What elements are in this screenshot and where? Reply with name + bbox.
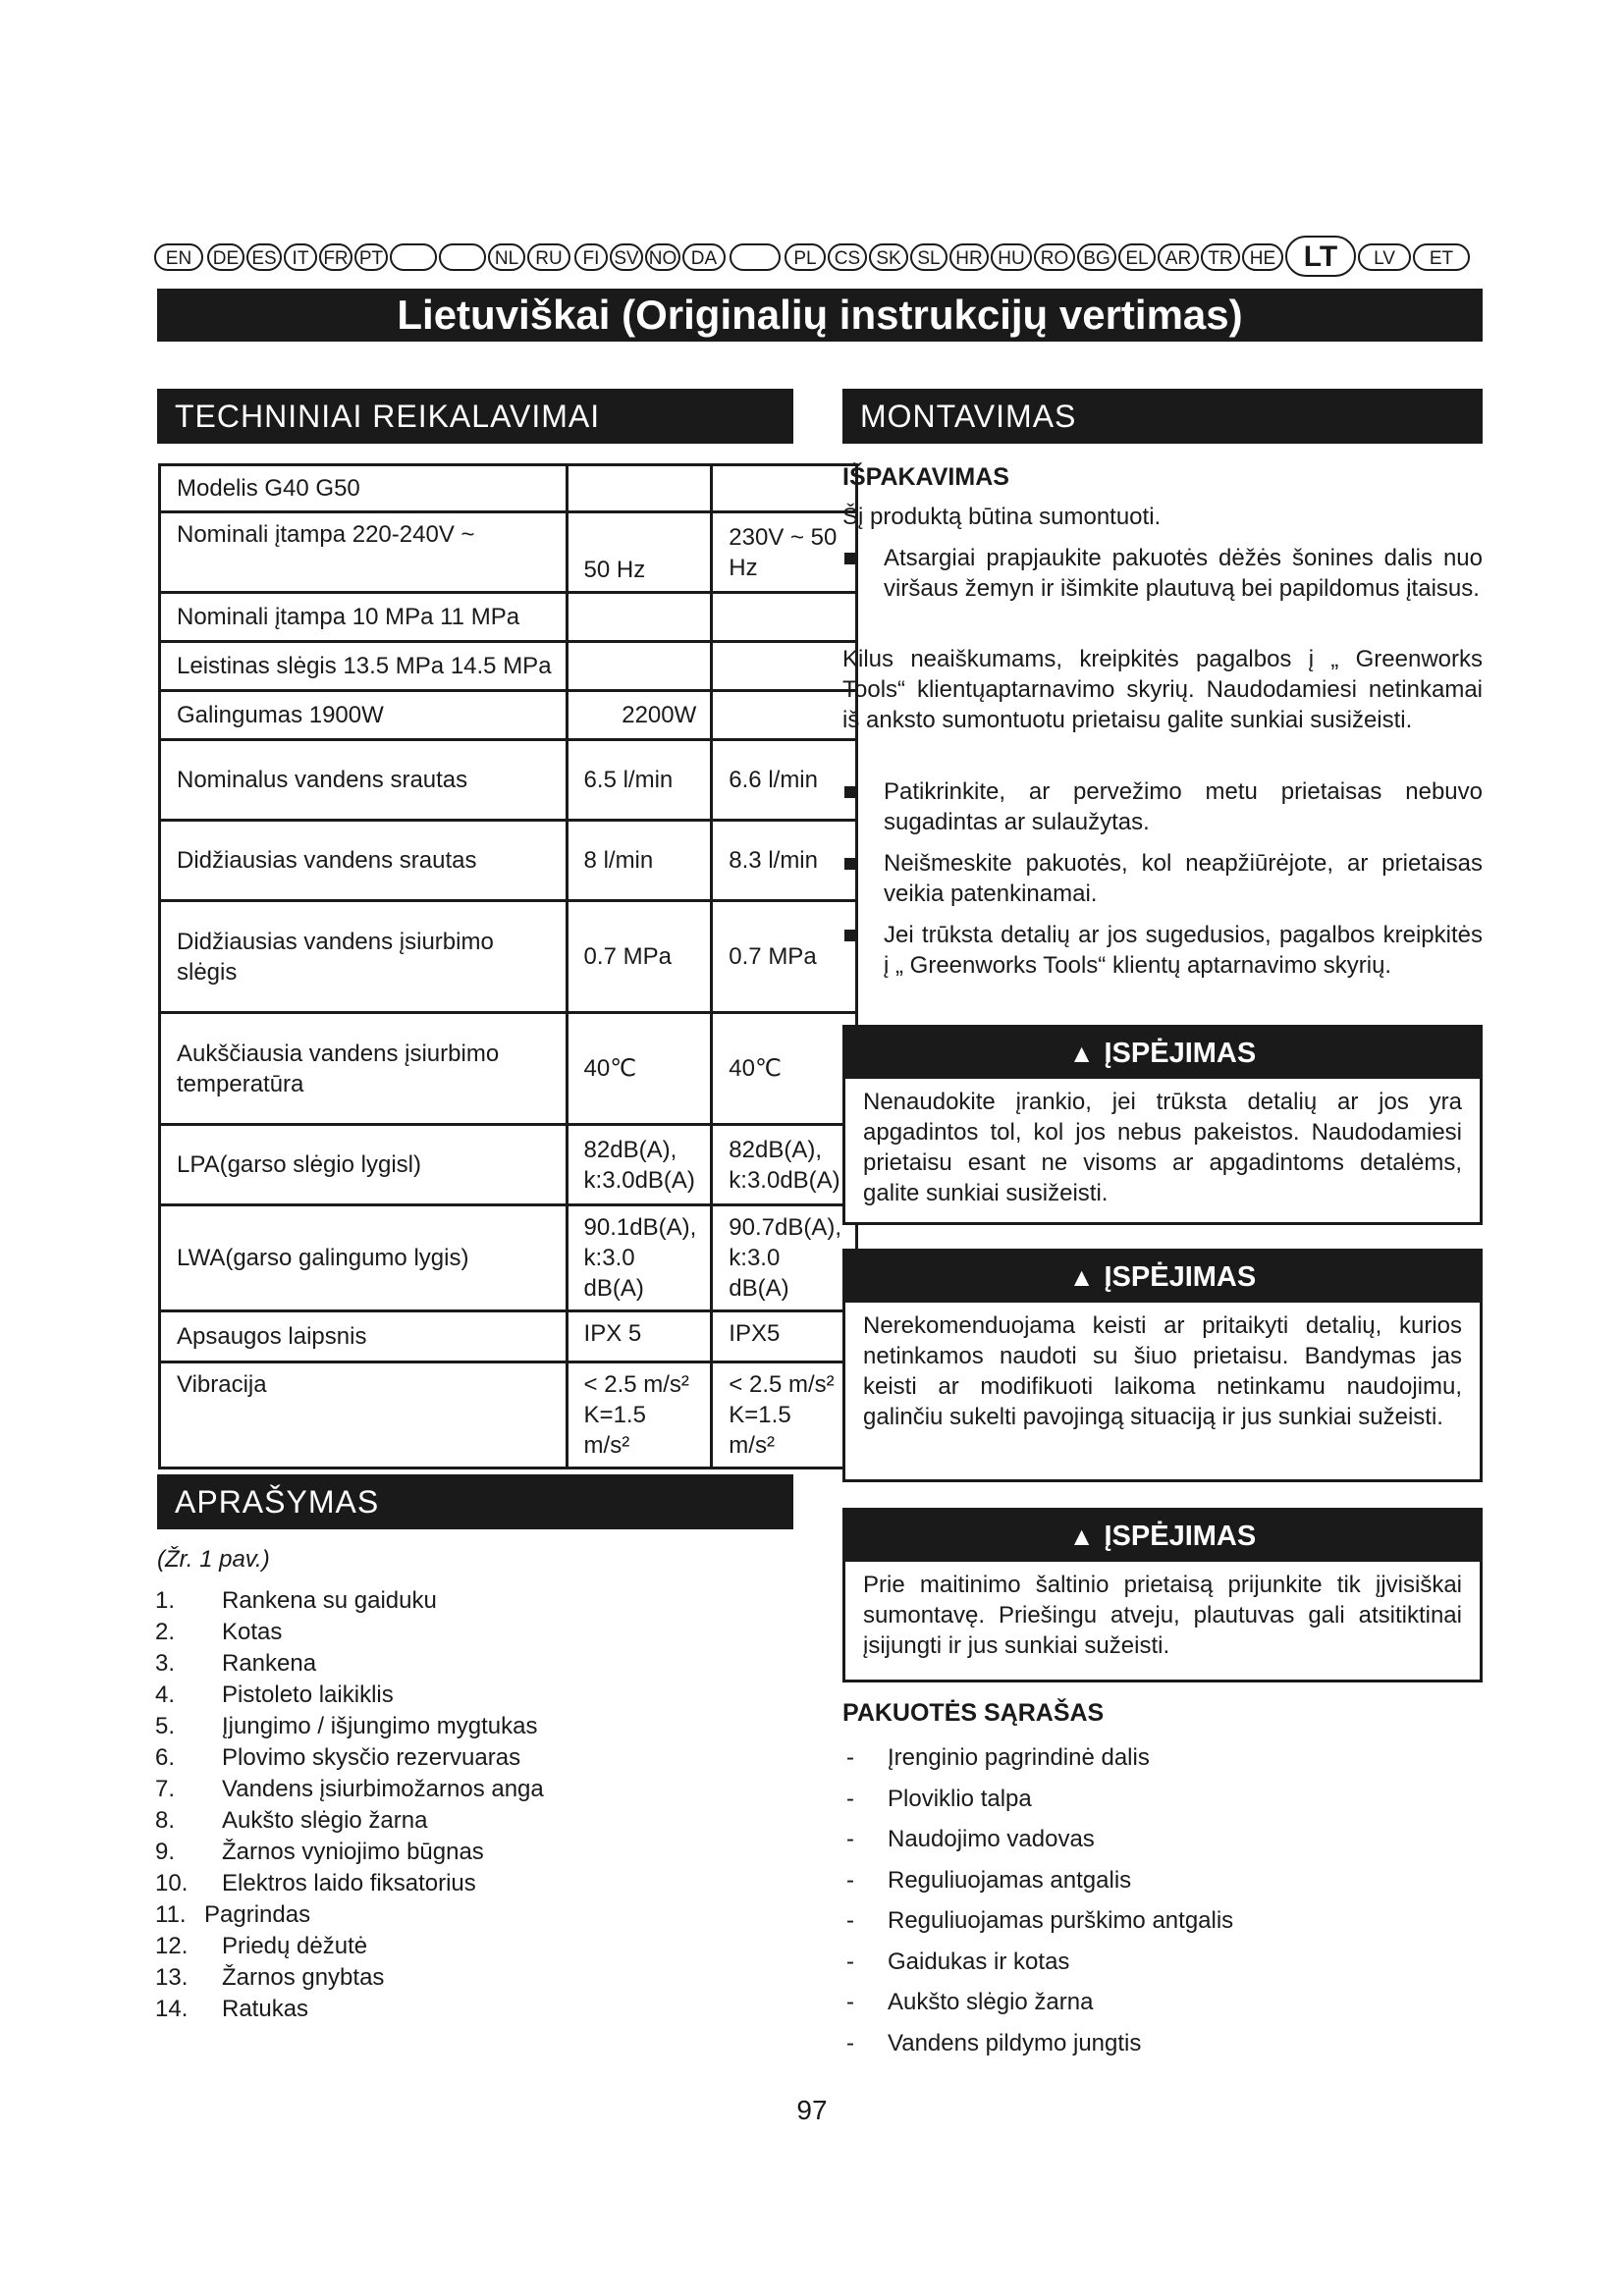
table-cell: 8.3 l/min: [712, 821, 857, 901]
warning-header: ▲ ĮSPĖJIMAS: [845, 1511, 1480, 1562]
table-cell: < 2.5 m/s² K=1.5 m/s²: [712, 1362, 857, 1468]
warning-text: Prie maitinimo šaltinio prietaisą prijunkite tik įjvisiškai sumontavę. Priešingu atveju, plautuvas gali atsitiktinai įsijungti ir jus sunkiai sužeisti.: [863, 1572, 1462, 1659]
warning-box: [842, 1249, 1483, 1482]
table-row: [160, 465, 857, 512]
table-row: [160, 642, 857, 691]
table-row: [160, 821, 857, 901]
lang-tab-nl[interactable]: NL: [488, 243, 525, 271]
table-cell: 8 l/min: [567, 821, 712, 901]
table-cell: Aukščiausia vandens įsiurbimo temperatūra: [160, 1013, 568, 1125]
table-cell: [567, 465, 712, 512]
list-item: Jei trūksta detalių ar jos sugedusios, pagalbos kreipkitės į „ Greenworks Tools“ klientų aptarnavimo skyrių.: [842, 920, 1483, 981]
warning-text: Nerekomenduojama keisti ar pritaikyti detalių, kurios netinkamos naudoti su šiuo prietaisu. Bandymas jas keisti ar modifikuoti laikoma netinkamu naudojimu, galinčiu sukelti pavojingą situaciją ir jus sunkiai sužeisti.: [863, 1312, 1462, 1430]
table-cell: Galingumas 1900W: [160, 691, 568, 740]
table-cell: [712, 465, 857, 512]
table-cell: Apsaugos laipsnis: [160, 1311, 568, 1362]
warning-box: [842, 1025, 1483, 1225]
table-row: [160, 1311, 857, 1362]
description-heading: APRAŠYMAS: [157, 1474, 793, 1529]
table-cell: Nominali įtampa 220-240V ~: [160, 512, 568, 593]
specs-table: [158, 463, 858, 1469]
table-cell: < 2.5 m/s² K=1.5 m/s²: [567, 1362, 712, 1468]
table-cell: Modelis G40 G50: [160, 465, 568, 512]
warning-text: Nenaudokite įrankio, jei trūksta detalių ar jos yra apgadintos tol, kol jos nebus pakeistos. Naudodamiesi prietaisu esant ne visoms ar apgadintoms detalėms, galite sunkiai susižeisti.: [863, 1089, 1462, 1206]
warning-triangle-icon: ▲: [1068, 1262, 1095, 1292]
lang-tab-pt[interactable]: PT: [354, 243, 388, 271]
bullet-square-icon: [844, 858, 856, 870]
specs-heading: TECHNINIAI REIKALAVIMAI: [157, 389, 793, 444]
table-cell: Nominali įtampa 10 MPa 11 MPa: [160, 593, 568, 642]
table-cell: 90.7dB(A), k:3.0 dB(A): [712, 1205, 857, 1311]
lang-tab-tr[interactable]: TR: [1201, 243, 1240, 271]
table-row: [160, 691, 857, 740]
table-cell: Leistinas slėgis 13.5 MPa 14.5 MPa: [160, 642, 568, 691]
lang-tab-da[interactable]: DA: [682, 243, 726, 271]
lang-tab-cs[interactable]: CS: [828, 243, 867, 271]
list-item: Atsargiai prapjaukite pakuotės dėžės šonines dalis nuo viršaus žemyn ir išimkite plautuvą bei papildomus įtaisus.: [842, 543, 1483, 604]
lang-tab-ru[interactable]: RU: [527, 243, 570, 271]
unpacking-title: IŠPAKAVIMAS: [842, 463, 1009, 491]
figure-reference: (Žr. 1 pav.): [157, 1546, 270, 1573]
table-row: [160, 512, 857, 593]
table-cell: IPX 5: [567, 1311, 712, 1362]
table-row: [160, 1013, 857, 1125]
table-cell: LWA(garso galingumo lygis): [160, 1205, 568, 1311]
lang-tab-el[interactable]: EL: [1118, 243, 1156, 271]
lang-tab-et[interactable]: ET: [1413, 243, 1470, 271]
lang-tab-de[interactable]: DE: [207, 243, 244, 271]
page-number: 97: [796, 2095, 828, 2125]
lang-tab-blank-2[interactable]: [439, 243, 486, 271]
unpacking-intro: Šį produktą būtina sumontuoti.: [842, 504, 1162, 530]
lang-tab-blank-3[interactable]: [730, 243, 781, 271]
package-list-title: PAKUOTĖS SĄRAŠAS: [842, 1699, 1105, 1727]
lang-tab-fi[interactable]: FI: [574, 243, 608, 271]
table-cell: Vibracija: [160, 1362, 568, 1468]
lang-tab-sv[interactable]: SV: [610, 243, 643, 271]
table-cell: LPA(garso slėgio lygisl): [160, 1125, 568, 1205]
table-row: [160, 1362, 857, 1468]
table-cell: 40℃: [567, 1013, 712, 1125]
table-row: [160, 1205, 857, 1311]
table-cell: 90.1dB(A), k:3.0 dB(A): [567, 1205, 712, 1311]
table-row: [160, 593, 857, 642]
table-cell: Didžiausias vandens įsiurbimo slėgis: [160, 901, 568, 1013]
table-cell: [712, 593, 857, 642]
table-cell: 50 Hz: [567, 512, 712, 593]
lang-tab-lv[interactable]: LV: [1358, 243, 1411, 271]
table-cell: 82dB(A), k:3.0dB(A): [567, 1125, 712, 1205]
table-cell: [567, 642, 712, 691]
bullet-square-icon: [844, 930, 856, 941]
table-cell: 40℃: [712, 1013, 857, 1125]
page-title-banner: Lietuviškai (Originalių instrukcijų vertimas): [157, 289, 1483, 342]
lang-tab-sl[interactable]: SL: [910, 243, 947, 271]
list-item: Patikrinkite, ar pervežimo metu prietaisas nebuvo sugadintas ar sulaužytas.: [842, 776, 1483, 837]
table-cell: IPX5: [712, 1311, 857, 1362]
lang-tab-bg[interactable]: BG: [1077, 243, 1116, 271]
table-cell: [712, 642, 857, 691]
table-cell: 6.6 l/min: [712, 740, 857, 821]
lang-tab-he[interactable]: HE: [1242, 243, 1283, 271]
lang-tab-it[interactable]: IT: [284, 243, 317, 271]
table-cell: 82dB(A), k:3.0dB(A): [712, 1125, 857, 1205]
bullet-square-icon: [844, 553, 856, 564]
lang-tab-hu[interactable]: HU: [991, 243, 1032, 271]
warning-triangle-icon: ▲: [1068, 1522, 1095, 1551]
assembly-heading: MONTAVIMAS: [842, 389, 1483, 444]
lang-tab-fr[interactable]: FR: [319, 243, 352, 271]
warning-box: [842, 1508, 1483, 1682]
language-tabs: [154, 236, 1482, 277]
lang-tab-ar[interactable]: AR: [1158, 243, 1199, 271]
lang-tab-sk[interactable]: SK: [869, 243, 908, 271]
lang-tab-pl[interactable]: PL: [785, 243, 826, 271]
warning-header: ▲ ĮSPĖJIMAS: [845, 1028, 1480, 1079]
lang-tab-blank-1[interactable]: [390, 243, 437, 271]
table-cell: Nominalus vandens srautas: [160, 740, 568, 821]
lang-tab-ro[interactable]: RO: [1034, 243, 1075, 271]
warning-header: ▲ ĮSPĖJIMAS: [845, 1252, 1480, 1303]
lang-tab-no[interactable]: NO: [645, 243, 680, 271]
table-cell: 0.7 MPa: [567, 901, 712, 1013]
lang-tab-hr[interactable]: HR: [949, 243, 989, 271]
table-cell: Didžiausias vandens srautas: [160, 821, 568, 901]
help-paragraph: Kilus neaiškumams, kreipkitės pagalbos į „ Greenworks Tools“ klientųaptarnavimo skyrių. Naudodamiesi netinkamai iš anksto sumontuotu prietaisu galite sunkiai susižeisti.: [842, 646, 1483, 733]
table-cell: 230V ~ 50 Hz: [712, 512, 857, 593]
table-cell: 2200W: [567, 691, 712, 740]
bullet-square-icon: [844, 786, 856, 798]
table-row: [160, 740, 857, 821]
list-item: Neišmeskite pakuotės, kol neapžiūrėjote, ar prietaisas veikia patenkinamai.: [842, 848, 1483, 909]
table-row: [160, 901, 857, 1013]
warning-triangle-icon: ▲: [1068, 1039, 1095, 1068]
lang-tab-lt-active[interactable]: LT: [1285, 236, 1356, 277]
table-cell: [567, 593, 712, 642]
lang-tab-es[interactable]: ES: [246, 243, 282, 271]
table-cell: 0.7 MPa: [712, 901, 857, 1013]
table-cell: [712, 691, 857, 740]
lang-tab-en[interactable]: EN: [154, 243, 203, 271]
table-cell: 6.5 l/min: [567, 740, 712, 821]
table-row: [160, 1125, 857, 1205]
